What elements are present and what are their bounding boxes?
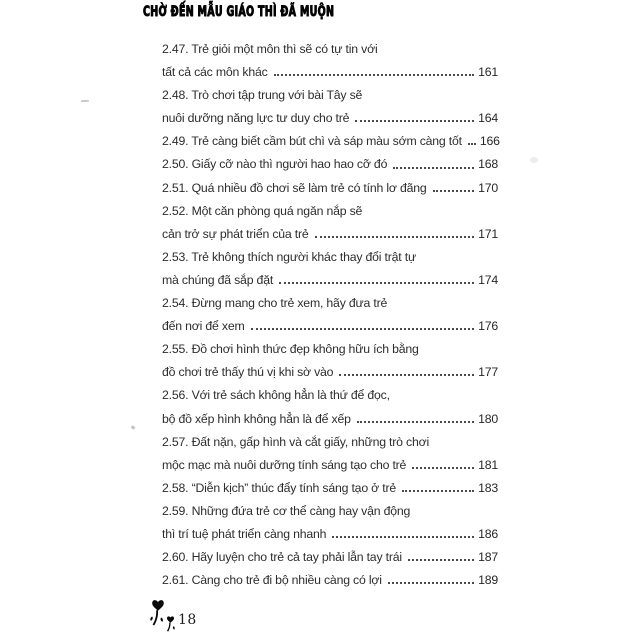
toc-entry [162,153,498,176]
toc-page-number: 180 [478,411,498,426]
toc-line [162,431,498,454]
book-title-header: CHỜ ĐẾN MẪU GIÁO THÌ ĐÃ MUỘN [143,4,335,20]
toc-line-text: cản trở sự phát triển của trẻ [162,226,309,241]
toc-line-text: mà chúng đã sắp đặt [162,272,274,287]
toc-entry [162,546,498,569]
toc-line [162,130,498,153]
toc-line-text: 2.51. Quá nhiều đồ chơi sẽ làm trẻ có tính lơ đãng [162,180,427,195]
toc-page-number: 189 [478,573,498,588]
toc-entry [162,477,498,500]
toc-line-text: 2.50. Giấy cỡ nào thì người hao hao cỡ đó [162,157,388,172]
toc-page-number: 171 [478,226,498,241]
toc-entry [162,130,498,153]
dot-leader [408,559,474,561]
toc-line [162,338,498,361]
toc-line-text: 2.56. Với trẻ sách không hẳn là thứ để đọc, [162,388,390,403]
toc-page-number: 174 [478,272,498,287]
toc-line-text: 2.60. Hãy luyện cho trẻ cả tay phải lẫn tay trái [162,550,402,565]
toc-page-number: 166 [479,134,500,149]
dot-leader [402,490,474,492]
toc-entry [162,84,498,130]
toc-line-text: 2.48. Trò chơi tập trung với bài Tây sẽ [162,88,363,103]
dot-leader [412,467,474,469]
toc-line [162,177,498,200]
toc-line [162,454,498,477]
toc-line [162,384,498,407]
toc-entry [162,384,498,430]
toc-line-text: tất cả các môn khác [162,65,268,80]
toc-page-number: 177 [478,365,498,380]
toc-line-text: bộ đồ xếp hình không hẳn là để xếp [162,411,351,426]
toc-line [162,107,498,130]
toc-line-text: 2.55. Đồ chơi hình thức đẹp không hữu ích bằng [162,342,419,357]
page-number: 18 [178,612,197,628]
toc-page-number: 170 [478,180,498,195]
toc-page-number: 161 [478,65,498,80]
dot-leader [433,190,475,192]
dot-leader [339,374,474,376]
toc-entry [162,200,498,246]
toc-entry [162,431,498,477]
toc-line [162,223,498,246]
toc-page-number: 164 [478,111,498,126]
toc-line [162,61,498,84]
flower-ornament-icon [149,599,177,633]
toc-entry [162,292,498,338]
toc-line [162,246,498,269]
scan-artifact [81,100,89,102]
toc-line [162,292,498,315]
dot-leader [468,143,476,145]
dot-leader [355,120,474,122]
toc-line [162,200,498,223]
toc-line [162,477,498,500]
toc-line-text: 2.59. Những đứa trẻ cơ thể càng hay vận động [162,503,411,518]
toc-line-text: mộc mạc mà nuôi dưỡng tính sáng tạo cho trẻ [162,457,407,472]
dot-leader [251,328,475,330]
toc-page-number: 183 [478,480,498,495]
toc-line-text: 2.53. Trẻ không thích người khác thay đổi trật tự [162,249,416,264]
toc-line [162,315,498,338]
toc-line-text: đồ chơi trẻ thấy thú vị khi sờ vào [162,365,334,380]
toc-line-text: 2.58. “Diễn kịch” thúc đẩy tính sáng tạo ở trẻ [162,480,396,495]
dot-leader [279,282,474,284]
toc-line-text: đến nơi để xem [162,319,245,334]
toc-line [162,569,498,592]
toc-line [162,361,498,384]
toc-entry [162,177,498,200]
dot-leader [332,536,474,538]
toc-entry [162,38,498,84]
toc-page-number: 187 [478,550,498,565]
toc-entry [162,500,498,546]
toc-line [162,153,498,176]
toc-line [162,546,498,569]
toc-line [162,500,498,523]
toc-page-number: 186 [478,526,498,541]
toc-entry [162,338,498,384]
toc-page-number: 176 [478,319,498,334]
toc-line-text: thì trí tuệ phát triển càng nhanh [162,526,327,541]
toc-line-text: 2.49. Trẻ càng biết cầm bút chì và sáp màu sớm càng tốt [162,134,462,149]
toc-line-text: 2.57. Đất nặn, gấp hình và cắt giấy, những trò chơi [162,434,430,449]
scan-artifact [530,157,538,163]
toc-page-number: 181 [478,457,498,472]
toc-line-text: 2.54. Đừng mang cho trẻ xem, hãy đưa trẻ [162,296,388,311]
toc-page-number: 168 [478,157,498,172]
dot-leader [274,74,475,76]
toc-entry [162,246,498,292]
scan-artifact [131,425,136,430]
toc-line [162,84,498,107]
toc-line-text: nuôi dưỡng năng lực tư duy cho trẻ [162,111,350,126]
dot-leader [388,582,474,584]
table-of-contents [162,38,498,592]
toc-line [162,408,498,431]
toc-line-text: 2.52. Một căn phòng quá ngăn nắp sẽ [162,203,363,218]
toc-entry [162,569,498,592]
dot-leader [315,236,475,238]
toc-line [162,269,498,292]
toc-line-text: 2.61. Càng cho trẻ đi bộ nhiều càng có lợi [162,573,382,588]
toc-line-text: 2.47. Trẻ giỏi một môn thì sẽ có tự tin với [162,42,378,56]
toc-line [162,523,498,546]
dot-leader [393,167,474,169]
dot-leader [357,421,474,423]
toc-line [162,38,498,61]
